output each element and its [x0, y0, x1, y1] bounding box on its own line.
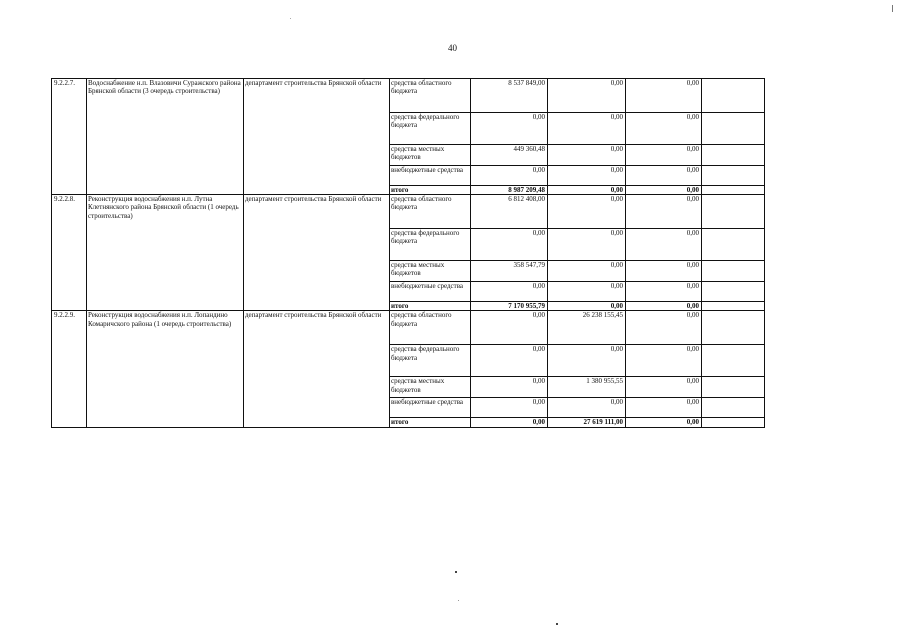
empty-note-cell [702, 377, 765, 398]
amount-cell-year-2: 0,00 [548, 166, 626, 186]
amount-cell-year-2: 0,00 [548, 302, 626, 311]
funding-source-cell: средства федерального бюджета [390, 113, 471, 145]
table-row [52, 79, 765, 113]
amount-cell-year-1: 0,00 [471, 377, 548, 398]
amount-cell-year-2: 0,00 [548, 398, 626, 418]
empty-note-cell [702, 79, 765, 113]
empty-note-cell [702, 418, 765, 427]
amount-cell-year-3: 0,00 [626, 166, 702, 186]
empty-note-cell [702, 282, 765, 302]
project-code-cell: 9.2.2.9. [52, 311, 87, 427]
amount-cell-year-1: 7 170 955,79 [471, 302, 548, 311]
funding-source-cell: внебюджетные средства [390, 398, 471, 418]
table-row [52, 311, 765, 345]
funding-table [51, 78, 765, 428]
amount-cell-year-3: 0,00 [626, 418, 702, 427]
amount-cell-year-3: 0,00 [626, 145, 702, 166]
amount-cell-year-3: 0,00 [626, 302, 702, 311]
amount-cell-year-1: 0,00 [471, 113, 548, 145]
empty-note-cell [702, 398, 765, 418]
funding-source-cell: средства местных бюджетов [390, 261, 471, 282]
amount-cell-year-3: 0,00 [626, 398, 702, 418]
empty-note-cell [702, 166, 765, 186]
amount-cell-year-2: 0,00 [548, 229, 626, 261]
amount-cell-year-2: 26 238 155,45 [548, 311, 626, 345]
scan-speck [455, 571, 457, 573]
project-code-cell: 9.2.2.7. [52, 79, 87, 195]
amount-cell-year-2: 27 619 111,00 [548, 418, 626, 427]
amount-cell-year-2: 0,00 [548, 345, 626, 377]
empty-note-cell [702, 113, 765, 145]
amount-cell-year-2: 0,00 [548, 282, 626, 302]
amount-cell-year-3: 0,00 [626, 113, 702, 145]
project-name-cell: Реконструкция водоснабжения н.п. Лутна Клетнянского района Брянской области (1 очередь строительства) [87, 195, 244, 311]
amount-cell-year-1: 449 360,48 [471, 145, 548, 166]
funding-source-cell: внебюджетные средства [390, 282, 471, 302]
executor-cell: департамент строительства Брянской области [244, 79, 390, 195]
amount-cell-year-3: 0,00 [626, 229, 702, 261]
empty-note-cell [702, 311, 765, 345]
amount-cell-year-3: 0,00 [626, 345, 702, 377]
empty-note-cell [702, 186, 765, 195]
funding-source-cell: средства областного бюджета [390, 311, 471, 345]
funding-source-cell: внебюджетные средства [390, 166, 471, 186]
scan-edge-mark [892, 5, 893, 12]
amount-cell-year-2: 0,00 [548, 145, 626, 166]
executor-cell: департамент строительства Брянской области [244, 195, 390, 311]
scan-speck [458, 600, 459, 601]
amount-cell-year-2: 0,00 [548, 261, 626, 282]
table-row [52, 195, 765, 229]
project-name-cell: Реконструкция водоснабжения н.п. Лопандино Комаричского района (1 очередь строительства) [87, 311, 244, 427]
amount-cell-year-2: 1 380 955,55 [548, 377, 626, 398]
amount-cell-year-3: 0,00 [626, 377, 702, 398]
page-number: 40 [448, 43, 457, 53]
amount-cell-year-2: 0,00 [548, 195, 626, 229]
empty-note-cell [702, 345, 765, 377]
empty-note-cell [702, 229, 765, 261]
amount-cell-year-1: 0,00 [471, 166, 548, 186]
amount-cell-year-3: 0,00 [626, 282, 702, 302]
amount-cell-year-1: 358 547,79 [471, 261, 548, 282]
empty-note-cell [702, 261, 765, 282]
funding-source-cell: средства федерального бюджета [390, 345, 471, 377]
executor-cell: департамент строительства Брянской области [244, 311, 390, 427]
scan-speck [290, 18, 291, 19]
funding-source-cell: средства местных бюджетов [390, 377, 471, 398]
funding-source-cell: итого [390, 418, 471, 427]
amount-cell-year-1: 0,00 [471, 418, 548, 427]
amount-cell-year-3: 0,00 [626, 79, 702, 113]
amount-cell-year-1: 8 987 209,48 [471, 186, 548, 195]
amount-cell-year-1: 8 537 849,00 [471, 79, 548, 113]
funding-source-cell: средства областного бюджета [390, 79, 471, 113]
amount-cell-year-2: 0,00 [548, 79, 626, 113]
project-name-cell: Водоснабжение н.п. Влазовичи Суражского района Брянской области (3 очередь строительства) [87, 79, 244, 195]
funding-source-cell: средства федерального бюджета [390, 229, 471, 261]
amount-cell-year-1: 0,00 [471, 345, 548, 377]
amount-cell-year-1: 6 812 408,00 [471, 195, 548, 229]
amount-cell-year-3: 0,00 [626, 311, 702, 345]
project-code-cell: 9.2.2.8. [52, 195, 87, 311]
empty-note-cell [702, 302, 765, 311]
amount-cell-year-1: 0,00 [471, 229, 548, 261]
amount-cell-year-3: 0,00 [626, 186, 702, 195]
funding-source-cell: средства местных бюджетов [390, 145, 471, 166]
amount-cell-year-1: 0,00 [471, 398, 548, 418]
funding-source-cell: итого [390, 186, 471, 195]
amount-cell-year-2: 0,00 [548, 113, 626, 145]
amount-cell-year-1: 0,00 [471, 311, 548, 345]
empty-note-cell [702, 195, 765, 229]
empty-note-cell [702, 145, 765, 166]
funding-source-cell: итого [390, 302, 471, 311]
funding-source-cell: средства областного бюджета [390, 195, 471, 229]
amount-cell-year-3: 0,00 [626, 261, 702, 282]
scan-speck [556, 623, 558, 625]
amount-cell-year-2: 0,00 [548, 186, 626, 195]
amount-cell-year-1: 0,00 [471, 282, 548, 302]
amount-cell-year-3: 0,00 [626, 195, 702, 229]
